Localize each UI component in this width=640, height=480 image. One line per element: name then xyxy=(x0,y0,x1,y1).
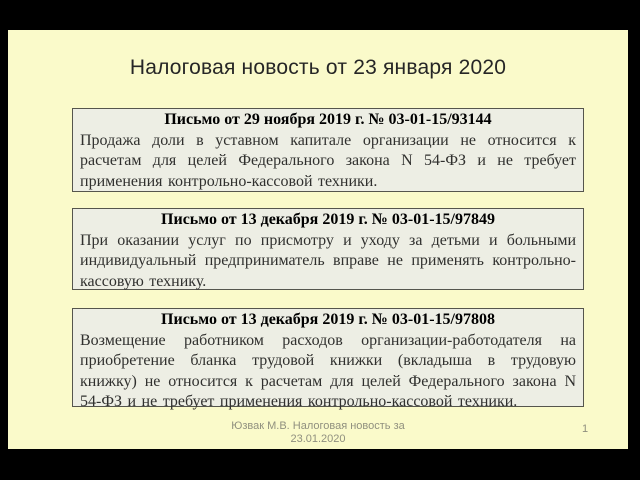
letter-1-body: Продажа доли в уставном капитале организации не относится к расчетам для целей Федерального закона N 54-ФЗ и не требует применения контрольно-кассовой техники. xyxy=(80,131,576,190)
letter-3-body: Возмещение работником расходов организации-работодателя на приобретение бланка трудовой книжки (вкладыша в трудовую книжку) не относится к расчетам для целей Федерального закона N 54-ФЗ и не требует применения контрольно-кассовой техники. xyxy=(80,331,576,410)
footer-credit-line1: Юзвак М.В. Налоговая новость за xyxy=(231,420,405,432)
letter-2-header: Письмо от 13 декабря 2019 г. № 03-01-15/97849 xyxy=(161,211,495,228)
letterbox-bar-right xyxy=(628,0,640,480)
letterbox-bar-top xyxy=(0,0,640,30)
letter-box-3 xyxy=(72,308,584,410)
letter-1-header: Письмо от 29 ноября 2019 г. № 03-01-15/93144 xyxy=(164,111,492,128)
letter-3-header: Письмо от 13 декабря 2019 г. № 03-01-15/97808 xyxy=(161,311,495,328)
page-number: 1 xyxy=(582,423,589,435)
letter-box-1 xyxy=(72,108,584,192)
slide-title: Налоговая новость от 23 января 2020 xyxy=(129,56,507,79)
letterbox-bar-left xyxy=(0,0,8,480)
letter-2-body: При оказании услуг по присмотру и уходу за детьми и больными индивидуальный предприниматель вправе не применять контрольно-кассовую технику. xyxy=(80,231,576,290)
footer-credit-line2: 23.01.2020 xyxy=(290,433,346,445)
presentation-slide xyxy=(8,30,628,449)
letterbox-bar-bottom xyxy=(0,449,640,480)
footer-credit xyxy=(8,420,628,446)
letter-box-2 xyxy=(72,208,584,290)
